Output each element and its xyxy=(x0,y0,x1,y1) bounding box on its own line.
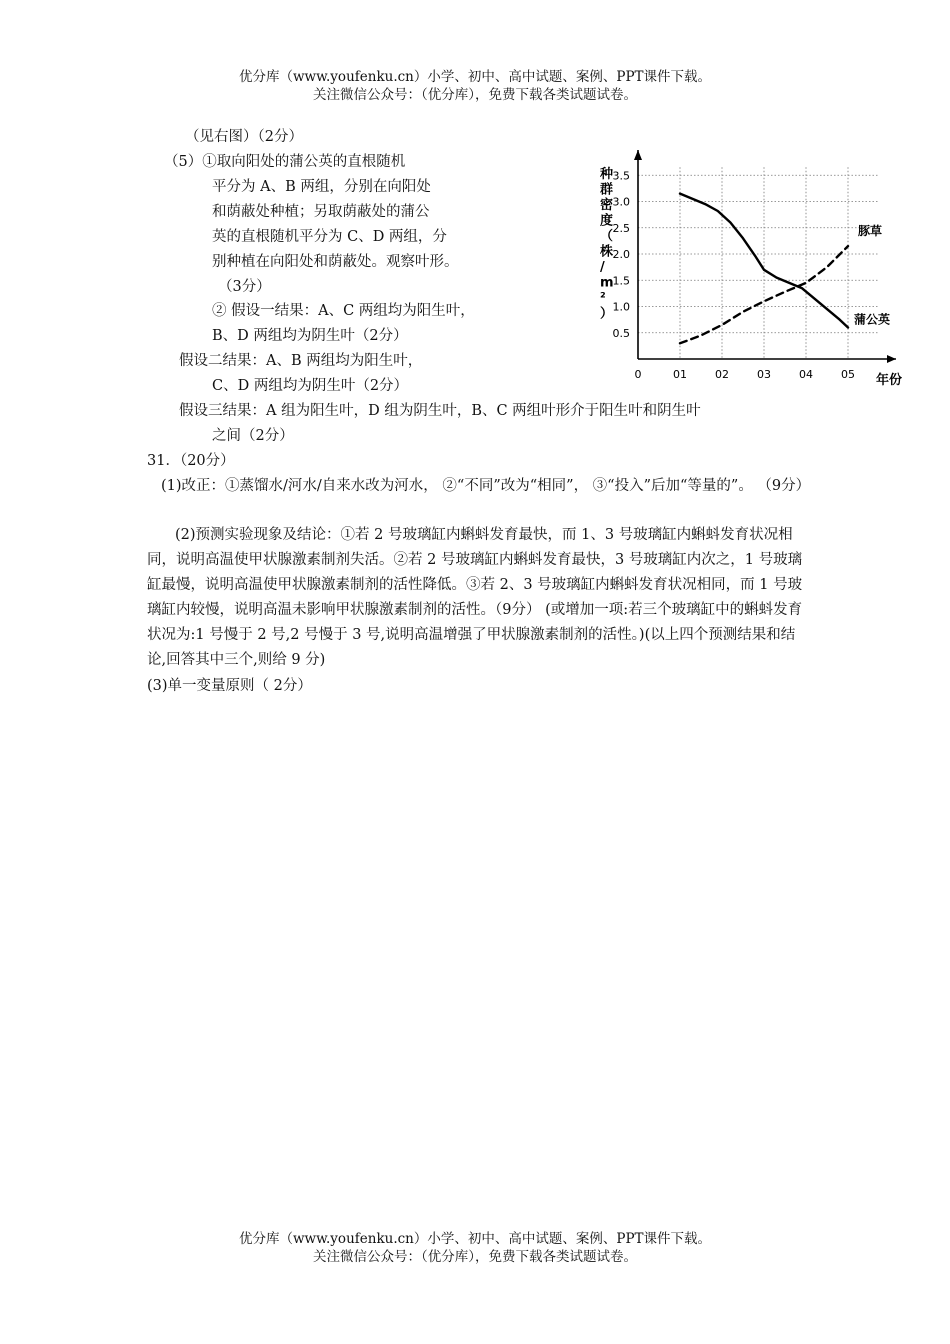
part5-line-2: 平分为 A、B 两组，分别在向阳处 xyxy=(212,179,431,195)
y-axis-label-char: 群 xyxy=(600,182,614,198)
y-tick-label: 2.0 xyxy=(612,248,630,261)
footer-line-2: 关注微信公众号：（优分库），免费下载各类试题试卷。 xyxy=(313,1249,637,1265)
y-axis-label-char: 度 xyxy=(600,213,614,229)
y-tick-label: 3.0 xyxy=(612,195,630,209)
y-axis-label-char: 密 xyxy=(600,198,614,213)
chart-grid xyxy=(638,167,878,359)
x-tick-label: 02 xyxy=(715,368,729,381)
part5-line-1: （5）①取向阳处的蒲公英的直根随机 xyxy=(164,154,406,170)
y-axis-label-char: / xyxy=(600,260,605,275)
y-axis-label-char: ） xyxy=(600,306,614,322)
x-axis-label: 年份 xyxy=(876,373,903,388)
hypothesis-2-b: C、D 两组均为阴生叶（2分） xyxy=(212,378,409,394)
x-tick-label: 05 xyxy=(841,368,855,381)
q31-part2: (2)预测实验现象及结论：①若 2 号玻璃缸内蝌蚪发育最快，而 1、3 号玻璃缸内蝌蚪发育状况相同，说明高温使甲状腺激素制剂失活。②若 2 号玻璃缸内蝌蚪发育最快，3 号玻璃缸内次之，1 号玻璃缸最慢，说明高温使甲状腺激素制剂的活性降低。③若 2、3 号玻璃缸内蝌蚪发育状况相同，而 1 号玻璃缸内较慢，说明高温未影响甲状腺激素制剂的活性。（9分） (或增加一项:若三个玻璃缸中的蝌蚪发育状况为:1 号慢于 2 号,2 号慢于 3 号,说明高温增强了甲状腺激素制剂的活性。)(以上四个预测结果和结论,回答其中三个,则给 9 分) xyxy=(147,527,803,668)
chart-ticks xyxy=(613,169,856,381)
part5-line-5: 别种植在向阳处和荫蔽处。观察叶形。 xyxy=(212,254,459,270)
y-tick-label: 1.0 xyxy=(612,300,630,314)
see-figure-note: （见右图）（2分） xyxy=(185,129,303,145)
hypothesis-2-a: 假设二结果：A、B 两组均为阳生叶， xyxy=(179,353,423,369)
hypothesis-3-a: 假设三结果：A 组为阳生叶，D 组为阴生叶，B、C 两组叶形介于阳生叶和阴生叶 xyxy=(179,403,701,419)
y-axis-label-char: （ xyxy=(600,229,614,244)
part5-line-6: （3分） xyxy=(218,279,271,295)
header-line-1: 优分库（www.youfenku.cn）小学、初中、高中试题、案例、PPT课件下载。 xyxy=(238,69,712,85)
y-tick-label: 3.5 xyxy=(612,169,630,183)
y-tick-label: 1.5 xyxy=(612,274,630,288)
q31-part1: (1)改正：①蒸馏水/河水/自来水改为河水， ②“不同”改为“相同”， ③“投入”后加“等量的”。 （9分） xyxy=(161,478,811,494)
part5-line-4: 英的直根随机平分为 C、D 两组，分 xyxy=(212,229,447,245)
y-axis-label-char: ² xyxy=(600,291,606,306)
x-axis-arrow xyxy=(887,355,896,363)
chart-axes xyxy=(634,150,896,363)
y-axis-label-char: 株 xyxy=(600,244,614,260)
y-tick-label: 0.5 xyxy=(612,326,630,340)
footer-line-1: 优分库（www.youfenku.cn）小学、初中、高中试题、案例、PPT课件下载。 xyxy=(238,1231,712,1247)
hypothesis-1-b: B、D 两组均为阴生叶（2分） xyxy=(212,328,408,344)
x-tick-label: 03 xyxy=(757,368,771,381)
chart-lines xyxy=(680,194,848,344)
part5-line-3: 和荫蔽处种植；另取荫蔽处的蒲公 xyxy=(212,204,430,220)
x-tick-label: 04 xyxy=(799,368,813,381)
population-density-chart xyxy=(590,148,910,393)
series-label-ragweed: 豚草 xyxy=(858,224,883,238)
x-tick-label: 01 xyxy=(673,368,687,381)
y-axis-label xyxy=(599,166,614,322)
y-tick-label: 2.5 xyxy=(612,221,630,235)
y-axis-label-char: m xyxy=(600,275,614,291)
q31-part3: (3)单一变量原则（ 2分） xyxy=(147,678,312,694)
hypothesis-1-a: ② 假设一结果：A、C 两组均为阳生叶， xyxy=(212,303,475,319)
x-tick-label: 0 xyxy=(634,368,642,381)
series-label-dandelion: 蒲公英 xyxy=(854,312,891,327)
header-line-2: 关注微信公众号：（优分库），免费下载各类试题试卷。 xyxy=(313,87,637,103)
hypothesis-3-b: 之间（2分） xyxy=(212,428,294,444)
q31-title: 31．（20分） xyxy=(147,453,235,469)
y-axis-label-char: 种 xyxy=(600,167,614,182)
y-axis-arrow xyxy=(634,150,642,160)
